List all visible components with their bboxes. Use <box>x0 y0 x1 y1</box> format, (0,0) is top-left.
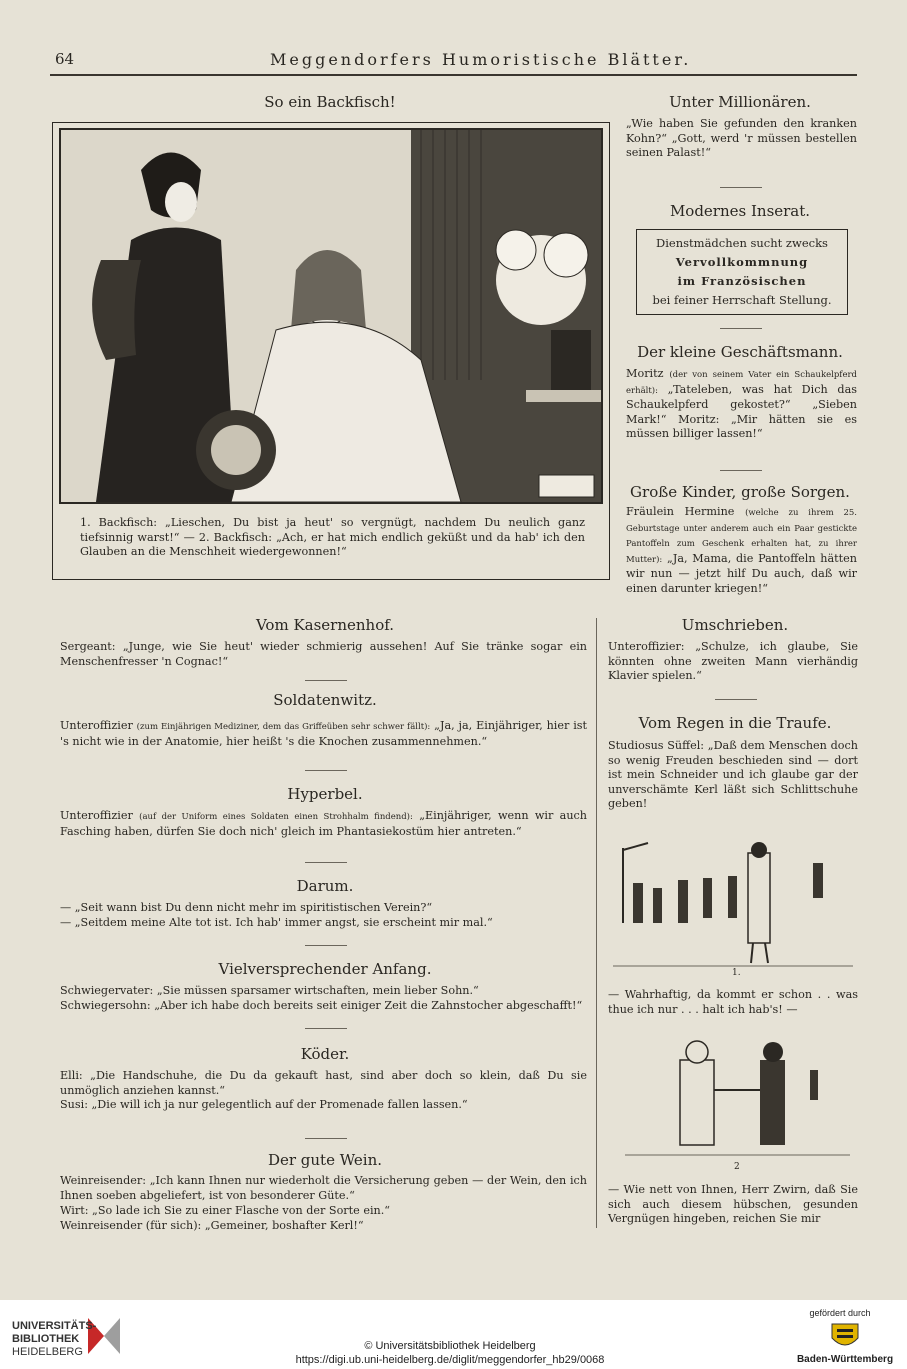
funded-by: gefördert durch <box>809 1308 871 1318</box>
umschrieben-text: Unteroffizier: „Schulze, ich glaube, Sie könnten ohne zweiten Mann vierhändig Klavier spielen.“ <box>608 640 858 682</box>
inserat-title: Modernes Inserat. <box>669 202 811 220</box>
kasernenhof-text: Sergeant: „Junge, wie Sie heut' wieder schmierig aussehen! Auf Sie tränke sogar ein Menschenfresser 'n Cognac!“ <box>60 640 587 668</box>
koeder-line2: Susi: „Die will ich ja nur gelegentlich auf der Promenade fallen lassen.“ <box>60 1098 468 1111</box>
library-line3: HEIDELBERG <box>12 1346 83 1358</box>
umschrieben-title: Umschrieben. <box>681 616 789 634</box>
skaters-drawing-2 <box>625 1030 850 1165</box>
separator <box>720 328 762 329</box>
dialogue: „Einjähriger, wenn wir auch Fasching haben, dürfen Sie doch nich' gleich im Phantasiekostüm hier antreten.“ <box>60 809 588 838</box>
separator <box>305 680 347 681</box>
dialogue: „Tateleben, was hat Dich das Schaukelpferd gekostet?“ „Sieben Mark!“ Moritz: „Mir hätten sie es müssen billiger lassen!“ <box>626 382 857 440</box>
figure-label-1: 1. <box>732 968 741 978</box>
two-girls-drawing <box>61 130 601 502</box>
page-number: 64 <box>55 50 75 68</box>
speaker: Fräulein Hermine <box>626 505 735 518</box>
hyperbel-title: Hyperbel. <box>287 785 363 803</box>
geschaeftsmann-title: Der kleine Geschäftsmann. <box>637 343 843 361</box>
inserat-line1: Dienstmädchen sucht zwecks <box>656 236 828 250</box>
sorgen-text <box>626 505 857 596</box>
darum-line2: — „Seitdem meine Alte tot ist. Ich hab' immer angst, sie erscheint mir mal.“ <box>60 916 493 929</box>
skating-caption-2: — Wie nett von Ihnen, Herr Zwirn, daß Sie sich auch diesem hübschen, gesunden Vergnügen hingeben, reichen Sie mir <box>608 1183 858 1225</box>
library-line2: BIBLIOTHEK <box>12 1333 80 1345</box>
backfisch-caption: 1. Backfisch: „Lieschen, Du bist ja heut' so vergnügt, nachdem Du neulich ganz tiefsinnig warst!“ — 2. Backfisch: „Ach, er hat mich endlich geküßt und da hab' ich den Glauben an die Menschheit wiedergewonnen!“ <box>80 516 585 558</box>
separator <box>715 699 757 700</box>
state-name: Baden-Württemberg <box>796 1354 894 1365</box>
dialogue: „Ja, Mama, die Pantoffeln hätten wir nun — jetzt hilf Du auch, daß wir einen darunter kriegen!“ <box>626 551 857 595</box>
separator <box>305 1028 347 1029</box>
millionaeren-title: Unter Millionären. <box>669 93 811 111</box>
separator <box>720 470 762 471</box>
geschaeftsmann-text <box>626 367 857 442</box>
separator <box>305 1138 347 1139</box>
dialogue: „Ja, ja, Einjähriger, hier ist 's nicht wie in der Anatomie, hier heißt 's die Knochen zusammennehmen.“ <box>60 719 588 748</box>
copyright: © Universitätsbibliothek Heidelberg <box>364 1340 536 1352</box>
inserat-box <box>636 229 848 315</box>
skating-scene-2 <box>625 1030 850 1165</box>
soldatenwitz-text <box>60 719 587 749</box>
koeder-title: Köder. <box>300 1045 350 1063</box>
skaters-drawing-1 <box>613 838 853 976</box>
separator <box>305 862 347 863</box>
inserat-line4: bei feiner Herrschaft Stellung. <box>652 293 832 307</box>
anfang-title: Vielversprechender Anfang. <box>218 960 432 978</box>
skating-scene-1 <box>613 838 853 976</box>
millionaeren-text: „Wie haben Sie gefunden den kranken Kohn?“ „Gott, werd 'r müssen bestellen seinen Palast!“ <box>626 117 857 159</box>
hyperbel-text <box>60 809 587 839</box>
anfang-line2: Schwiegersohn: „Aber ich habe doch bereits seit einiger Zeit die Zahnstocher abgeschafft!“ <box>60 999 583 1012</box>
anfang-line1: Schwiegervater: „Sie müssen sparsamer wirtschaften, mein lieber Sohn.“ <box>60 984 479 997</box>
separator <box>305 945 347 946</box>
wein-line2: Wirt: „So lade ich Sie zu einer Flasche von der Sorte ein.“ <box>60 1204 390 1217</box>
traufe-text: Studiosus Süffel: „Daß dem Menschen doch so wenig Freuden beschieden sind — dort ist mein Schneider und ich glaube gar der unverschämte Kerl läßt sich Schlittschuhe geben! <box>608 739 858 810</box>
state-coat-of-arms-icon <box>828 1322 862 1352</box>
stage-note: (auf der Uniform eines Soldaten einen Strohhalm findend): <box>139 812 413 822</box>
separator <box>720 187 762 188</box>
traufe-title: Vom Regen in die Traufe. <box>638 714 832 732</box>
soldatenwitz-title: Soldatenwitz. <box>273 691 377 709</box>
backfisch-title: So ein Backfisch! <box>264 93 396 111</box>
wein-line3: Weinreisender (für sich): „Gemeiner, boshafter Kerl!“ <box>60 1219 364 1232</box>
stage-note: (zum Einjährigen Mediziner, dem das Griffeüben sehr schwer fällt): <box>136 722 431 732</box>
journal-title: Meggendorfers Humoristische Blätter. <box>270 50 692 69</box>
wein-title: Der gute Wein. <box>267 1151 383 1169</box>
stage-note: (der von seinem Vater ein Schaukelpferd erhält): <box>626 370 857 396</box>
column-rule <box>596 618 597 1228</box>
library-name <box>12 1320 96 1359</box>
footer <box>0 1300 907 1369</box>
separator <box>305 770 347 771</box>
source-url[interactable]: https://digi.ub.uni-heidelberg.de/diglit/meggendorfer_hb29/0068 <box>295 1354 605 1366</box>
figure-label-2: 2 <box>734 1162 740 1172</box>
wein-line1: Weinreisender: „Ich kann Ihnen nur wiederholt die Versicherung geben — der Wein, den ich Ihnen soeben abgeliefert, ist von besonderer Güte.“ <box>60 1174 587 1202</box>
inserat-line2: Vervollkommnung <box>675 255 809 269</box>
backfisch-illustration <box>59 128 603 504</box>
skating-caption-1: — Wahrhaftig, da kommt er schon . . was thue ich nur . . . halt ich hab's! — <box>608 988 858 1016</box>
darum-title: Darum. <box>296 877 354 895</box>
sorgen-title: Große Kinder, große Sorgen. <box>630 483 850 501</box>
koeder-line1: Elli: „Die Handschuhe, die Du da gekauft hast, sind aber doch so klein, daß Du sie unmöglich anziehen kannst.“ <box>60 1069 587 1097</box>
speaker: Moritz <box>626 367 664 380</box>
speaker: Unteroffizier <box>60 719 133 732</box>
header-rule <box>50 74 857 76</box>
inserat-line3: im Französischen <box>677 274 807 288</box>
stage-note: (welche zu ihrem 25. Geburtstage unter anderem auch ein Paar gestickte Pantoffeln zum Geschenk erhalten hat, zu ihrer Mutter): <box>626 508 857 565</box>
library-line1: UNIVERSITÄTS- <box>12 1320 97 1332</box>
darum-line1: — „Seit wann bist Du denn nicht mehr im spiritistischen Verein?“ <box>60 901 433 914</box>
kasernenhof-title: Vom Kasernenhof. <box>255 616 395 634</box>
speaker: Unteroffizier <box>60 809 133 822</box>
